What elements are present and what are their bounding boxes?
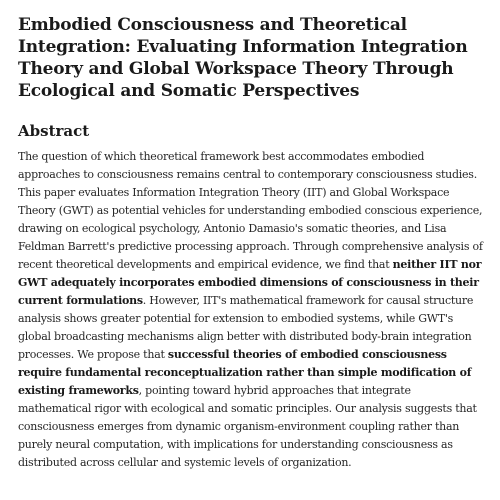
abstract-text-part-2: . However, IIT's mathematical framework for causal structure analysis shows greater potential for extension to embodied systems, while GWT's global broadcasting mechanisms align better with distributed body-brain integration processes. We propose that <box>18 294 474 361</box>
abstract-emphasis-1: neither IIT nor GWT adequately incorporates embodied dimensions of consciousness in their current formulations <box>18 258 482 307</box>
abstract-heading: Abstract <box>18 122 90 140</box>
abstract-text <box>18 148 486 472</box>
abstract-emphasis-2: successful theories of embodied consciousness require fundamental reconceptualization rather than simple modification of existing frameworks <box>18 348 472 397</box>
paper-title: Embodied Consciousness and Theoretical Integration: Evaluating Information Integration Theory and Global Workspace Theory Through Ecological and Somatic Perspectives <box>18 15 468 101</box>
abstract-text-part-1: The question of which theoretical framework best accommodates embodied approaches to consciousness remains central to contemporary consciousness studies. This paper evaluates Information Integration Theory (IIT) and Global Workspace Theory (GWT) as potential vehicles for understanding embodied conscious experience, drawing on ecological psychology, Antonio Damasio's somatic theories, and Lisa Feldman Barrett's predictive processing approach. Through comprehensive analysis of recent theoretical developments and empirical evidence, we find that <box>18 150 483 271</box>
paper-page <box>18 14 486 472</box>
abstract-text-part-3: , pointing toward hybrid approaches that integrate mathematical rigor with ecological and somatic principles. Our analysis suggests that consciousness emerges from dynamic organism-environment coupling rather than purely neural computation, with implications for understanding consciousness as distributed across cellular and systemic levels of organization. <box>18 384 477 469</box>
